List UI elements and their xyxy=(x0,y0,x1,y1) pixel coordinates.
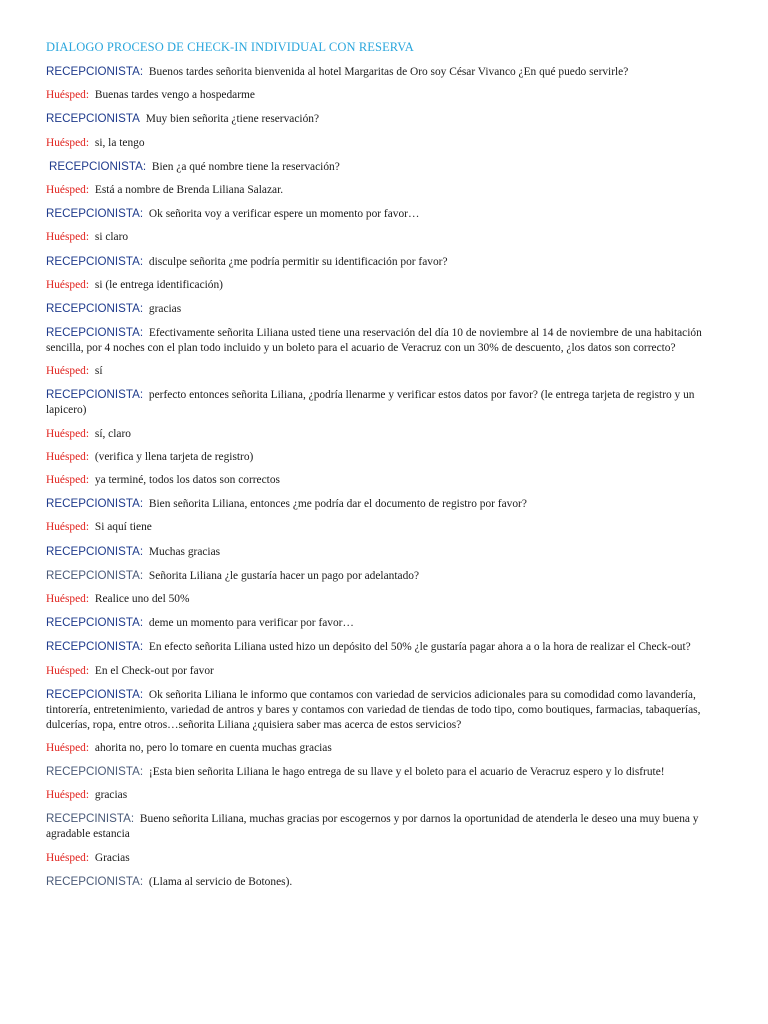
dialog-line xyxy=(46,206,722,222)
dialog-text: (verifica y llena tarjeta de registro) xyxy=(94,450,254,463)
dialog-line xyxy=(46,592,722,607)
dialog-text: si, la tengo xyxy=(94,136,145,149)
dialog-line xyxy=(46,788,722,803)
dialog-text: En efecto señorita Liliana usted hizo un depósito del 50% ¿le gustaría pagar ahora a o la hora de realizar el Check-out? xyxy=(148,641,691,654)
dialog-text: sí, claro xyxy=(94,427,131,440)
speaker-huesped: Huésped: xyxy=(46,851,90,864)
dialog-line xyxy=(46,687,722,733)
dialog-text: Está a nombre de Brenda Liliana Salazar. xyxy=(94,183,284,196)
dialog-text: Buenas tardes vengo a hospedarme xyxy=(94,89,255,102)
speaker-recepcionista: RECEPCIONISTA: xyxy=(46,874,144,888)
dialog-text: deme un momento para verificar por favor… xyxy=(148,617,354,630)
speaker-recepcionista: RECEPCIONISTA: xyxy=(46,65,144,78)
dialog-line xyxy=(46,88,722,103)
dialog-line xyxy=(46,615,722,631)
speaker-recepcionista: RECEPCIONISTA: xyxy=(49,159,147,173)
speaker-recepcionista: RECEPCIONISTA xyxy=(46,112,140,126)
dialog-text: gracias xyxy=(94,789,128,802)
dialog-line xyxy=(46,639,722,655)
dialog-line xyxy=(46,568,722,584)
document-page xyxy=(46,40,722,898)
dialog-line xyxy=(46,473,722,488)
dialog-line xyxy=(46,520,722,535)
dialog-text: Muchas gracias xyxy=(148,545,221,558)
dialog-line xyxy=(46,764,722,780)
dialog-text: Realice uno del 50% xyxy=(94,592,190,605)
dialog-line xyxy=(46,136,722,151)
dialog-line xyxy=(46,64,722,80)
dialog-line xyxy=(46,230,722,245)
dialog-text: En el Check-out por favor xyxy=(94,664,214,677)
dialog-line xyxy=(46,111,722,127)
dialog-text: ¡Esta bien señorita Liliana le hago entrega de su llave y el boleto para el acuario de Veracruz espero y lo disfrute! xyxy=(148,766,665,779)
dialog-text: gracias xyxy=(148,302,182,315)
dialog-text: si (le entrega identificación) xyxy=(94,278,223,291)
dialog-line xyxy=(46,544,722,560)
dialog-line xyxy=(46,811,722,842)
document-title: DIALOGO PROCESO DE CHECK-IN INDIVIDUAL CON RESERVA xyxy=(46,40,414,54)
speaker-huesped: Huésped: xyxy=(46,592,90,605)
dialog-line xyxy=(46,159,722,175)
dialog-text: Muy bien señorita ¿tiene reservación? xyxy=(145,113,320,126)
dialog-text: Ok señorita Liliana le informo que contamos con variedad de servicios adicionales para su comodidad como lavandería, tintorería, entretenimiento, variedad de antros y bares y contamos con variedad de tiendas de todo tipo, como boutiques, farmacias, tabaquerías, dulcerías, ropa, entre otros…señorita Liliana ¿quisiera saber mas acerca de estos servicios? xyxy=(46,688,701,731)
speaker-recepcionista: RECEPCINISTA: xyxy=(46,812,135,826)
dialog-text: disculpe señorita ¿me podría permitir su identificación por favor? xyxy=(148,255,448,268)
speaker-recepcionista: RECEPCIONISTA: xyxy=(46,497,144,511)
speaker-recepcionista: RECEPCIONISTA: xyxy=(46,640,144,654)
speaker-huesped: Huésped: xyxy=(46,474,90,486)
speaker-recepcionista: RECEPCIONISTA: xyxy=(46,544,144,558)
dialog-text: Bien ¿a qué nombre tiene la reservación? xyxy=(151,160,340,173)
speaker-huesped: Huésped: xyxy=(46,231,90,244)
dialog-line xyxy=(46,364,722,379)
speaker-huesped: Huésped: xyxy=(46,521,90,534)
dialog-line xyxy=(46,496,722,512)
speaker-recepcionista: RECEPCIONISTA: xyxy=(46,301,144,315)
dialog-text: Buenos tardes señorita bienvenida al hotel Margaritas de Oro soy César Vivanco ¿En qué puedo servirle? xyxy=(148,66,629,78)
speaker-huesped: Huésped: xyxy=(46,136,90,149)
speaker-huesped: Huésped: xyxy=(46,789,90,802)
speaker-recepcionista: RECEPCIONISTA: xyxy=(46,568,144,582)
speaker-huesped: Huésped: xyxy=(46,183,90,196)
speaker-huesped: Huésped: xyxy=(46,365,90,378)
dialog-text: Señorita Liliana ¿le gustaría hacer un pago por adelantado? xyxy=(148,569,420,582)
speaker-huesped: Huésped: xyxy=(46,427,90,440)
speaker-recepcionista: RECEPCIONISTA: xyxy=(46,616,144,630)
dialog-text: perfecto entonces señorita Liliana, ¿podría llenarme y verificar estos datos por favor? (le entrega tarjeta de registro y un lapicero) xyxy=(46,389,695,417)
dialog-line xyxy=(46,450,722,465)
dialog-text: Ok señorita voy a verificar espere un momento por favor… xyxy=(148,208,420,221)
speaker-recepcionista: RECEPCIONISTA: xyxy=(46,687,144,701)
speaker-recepcionista: RECEPCIONISTA: xyxy=(46,765,144,779)
dialog-lines xyxy=(46,64,722,890)
dialog-text: sí xyxy=(94,365,103,378)
speaker-huesped: Huésped: xyxy=(46,89,90,102)
dialog-line xyxy=(46,427,722,442)
dialog-text: si claro xyxy=(94,231,129,244)
speaker-huesped: Huésped: xyxy=(46,741,90,754)
speaker-recepcionista: RECEPCIONISTA: xyxy=(46,326,144,340)
speaker-recepcionista: RECEPCIONISTA: xyxy=(46,388,144,402)
dialog-line xyxy=(46,278,722,293)
dialog-line xyxy=(46,254,722,270)
speaker-recepcionista: RECEPCIONISTA: xyxy=(46,207,144,221)
dialog-line xyxy=(46,301,722,317)
dialog-text: Gracias xyxy=(94,851,130,864)
dialog-line xyxy=(46,874,722,890)
dialog-text: ahorita no, pero lo tomare en cuenta muchas gracias xyxy=(94,741,332,754)
speaker-huesped: Huésped: xyxy=(46,278,90,291)
speaker-recepcionista: RECEPCIONISTA: xyxy=(46,254,144,268)
dialog-text: (Llama al servicio de Botones). xyxy=(148,875,293,888)
dialog-line xyxy=(46,741,722,756)
dialog-text: ya terminé, todos los datos son correctos xyxy=(94,474,280,486)
dialog-line xyxy=(46,851,722,866)
dialog-text: Si aquí tiene xyxy=(94,521,152,534)
speaker-huesped: Huésped: xyxy=(46,664,90,677)
dialog-text: Bueno señorita Liliana, muchas gracias por escogernos y por darnos la oportunidad de atenderla le deseo una muy buena y agradable estancia xyxy=(46,813,699,841)
dialog-line xyxy=(46,387,722,418)
dialog-text: Bien señorita Liliana, entonces ¿me podría dar el documento de registro por favor? xyxy=(148,498,527,511)
dialog-line xyxy=(46,664,722,679)
dialog-text: Efectivamente señorita Liliana usted tiene una reservación del día 10 de noviembre al 14 de noviembre de una habitación sencilla, por 4 noches con el plan todo incluido y un boleto para el acuario de Veracruz con un 30% de descuento, ¿los datos son correcto? xyxy=(46,327,702,355)
dialog-line xyxy=(46,325,722,356)
dialog-line xyxy=(46,183,722,198)
speaker-huesped: Huésped: xyxy=(46,450,90,463)
